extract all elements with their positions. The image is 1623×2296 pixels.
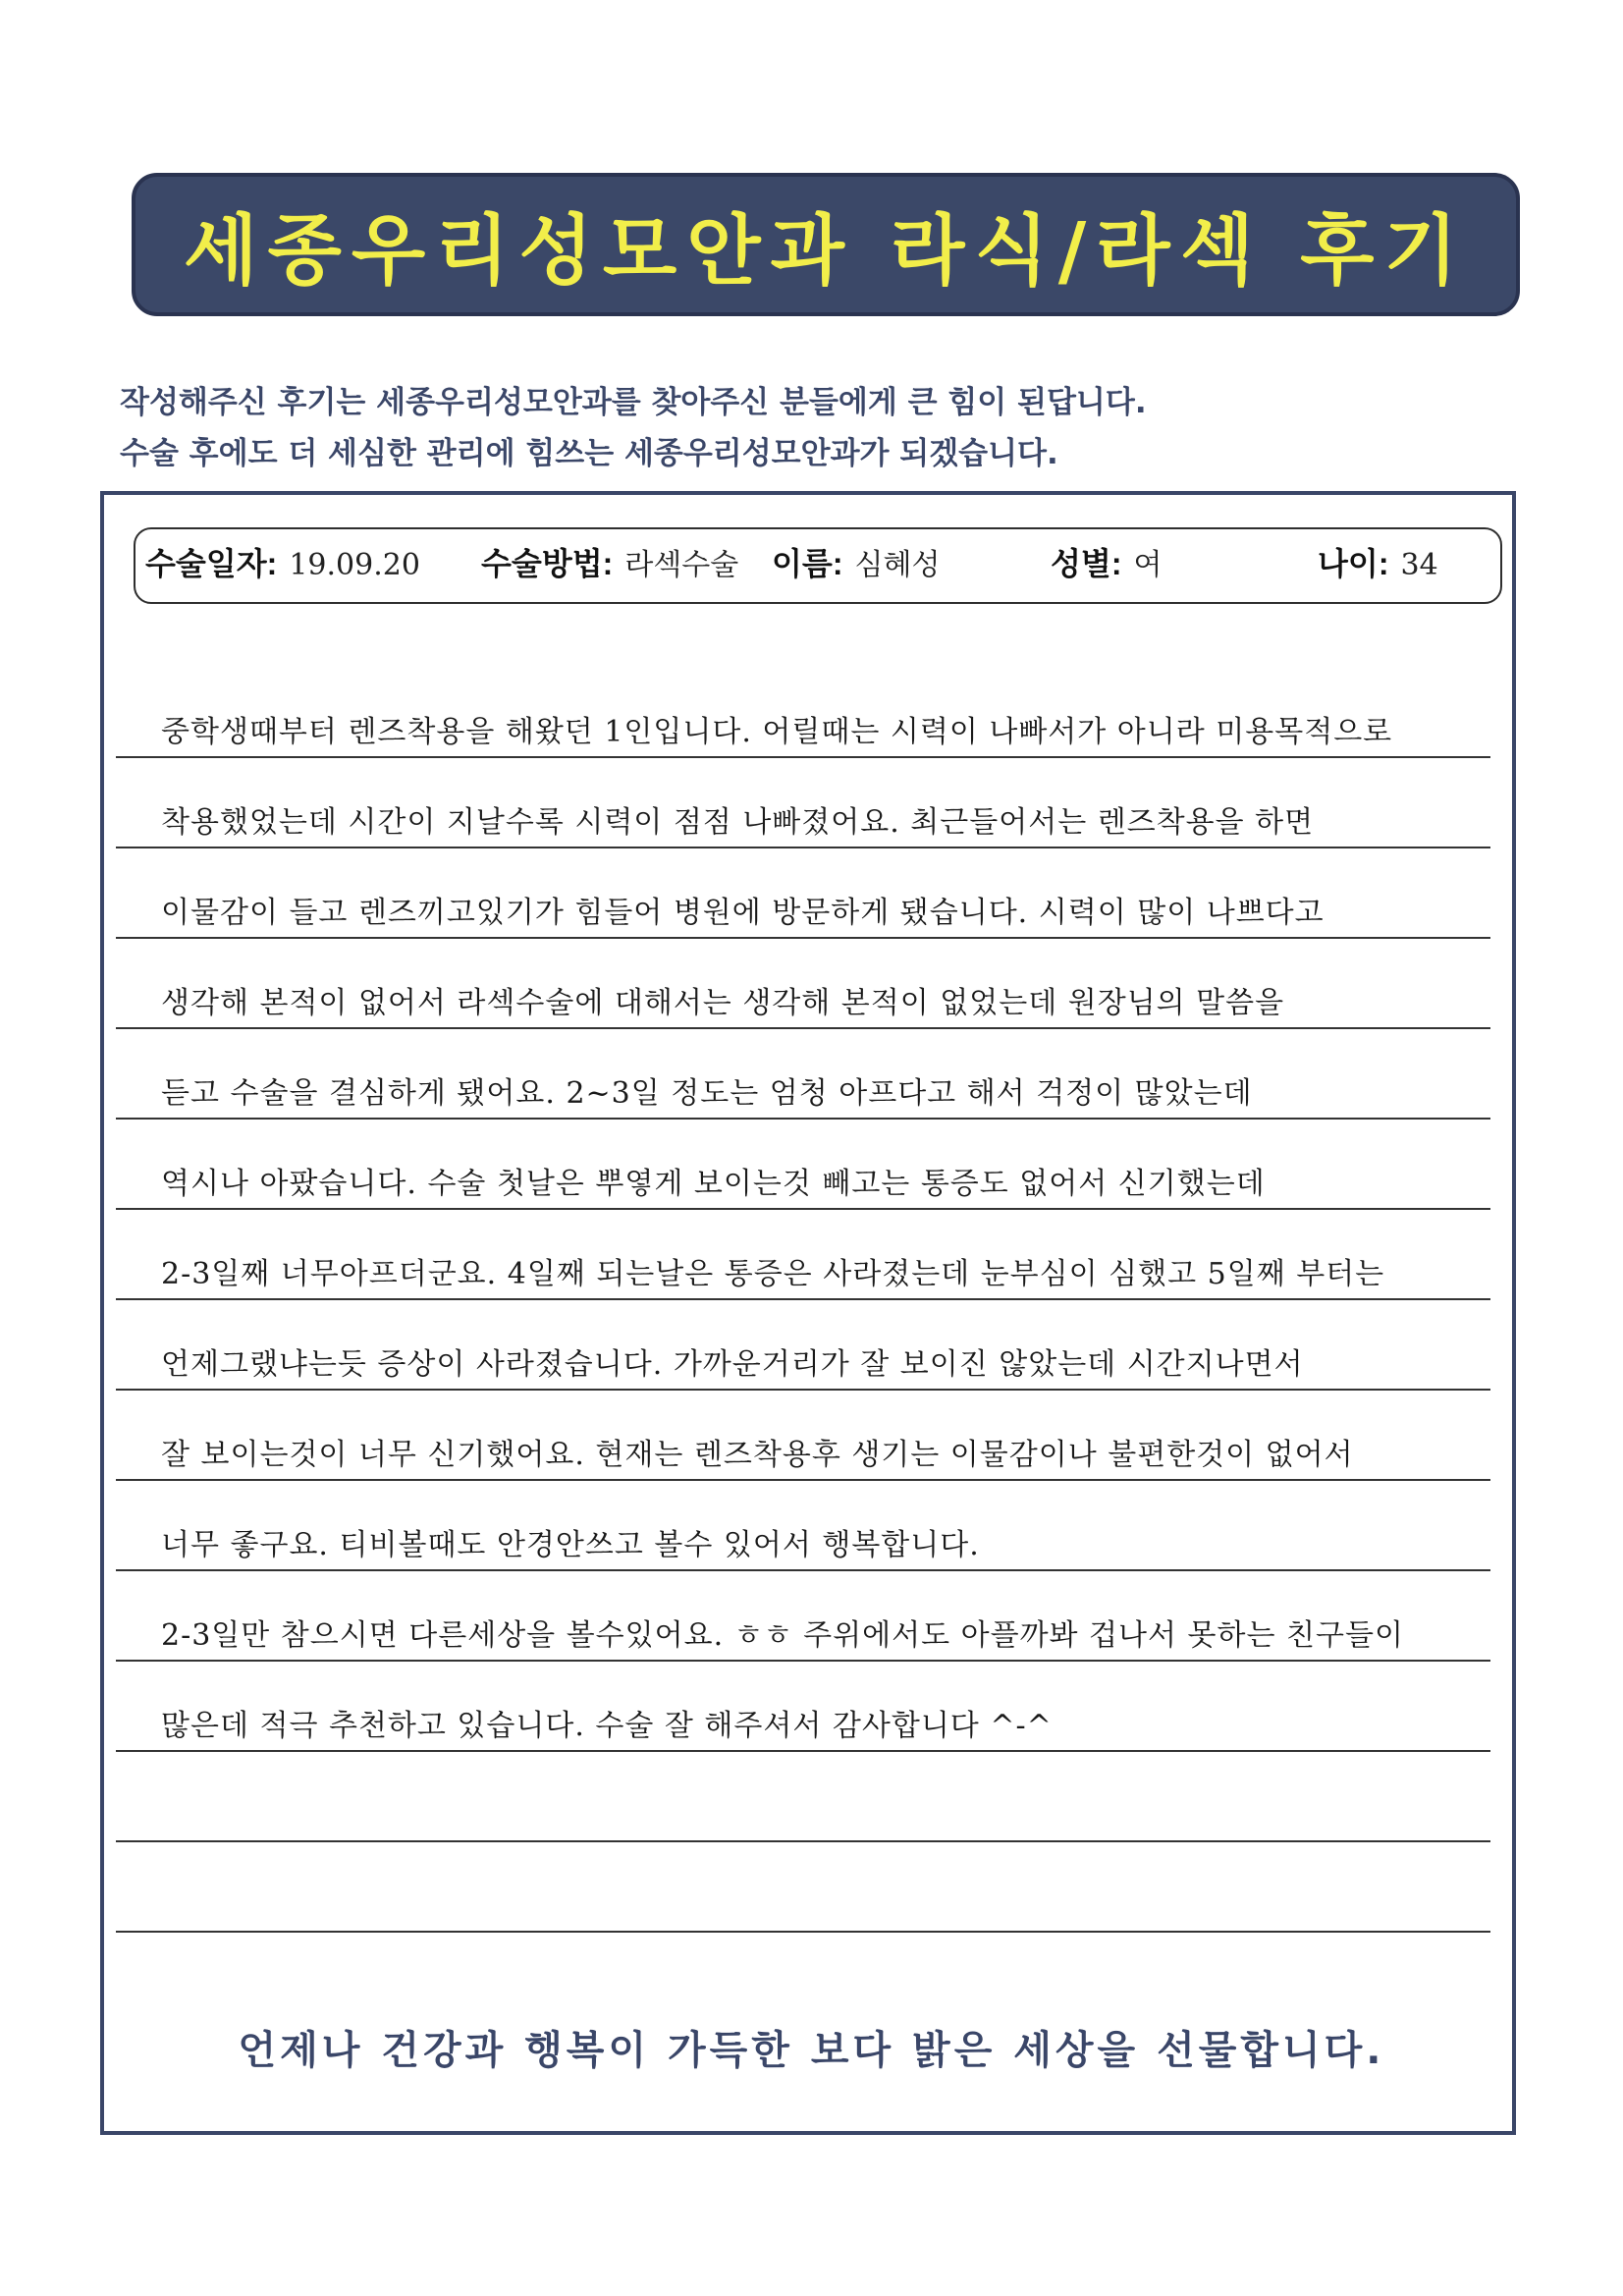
- gender-field: [1051, 539, 1162, 584]
- ruled-line: [116, 1569, 1490, 1571]
- title-banner: [132, 173, 1520, 316]
- ruled-line: [116, 1389, 1490, 1391]
- ruled-line: [116, 1479, 1490, 1481]
- surgery-date-field: [145, 539, 420, 584]
- age-label: 나이:: [1318, 546, 1389, 581]
- ruled-line: [116, 847, 1490, 848]
- surgery-date-label: 수술일자:: [145, 546, 278, 581]
- ruled-line: [116, 1027, 1490, 1029]
- ruled-line: [116, 1840, 1490, 1842]
- review-line: 2-3일째 너무아프더군요. 4일째 되는날은 통증은 사라졌는데 눈부심이 심했고 5일째 부터는: [161, 1257, 1385, 1291]
- ruled-line: [116, 756, 1490, 758]
- patient-name-label: 이름:: [772, 546, 843, 581]
- review-line: 생각해 본적이 없어서 라섹수술에 대해서는 생각해 본적이 없었는데 원장님의 말씀을: [161, 986, 1285, 1020]
- review-line: 역시나 아팠습니다. 수술 첫날은 뿌옇게 보이는것 빼고는 통증도 없어서 신기했는데: [161, 1167, 1266, 1201]
- review-line: 듣고 수술을 결심하게 됐어요. 2~3일 정도는 엄청 아프다고 해서 걱정이 많았는데: [161, 1076, 1253, 1111]
- age-value: 34: [1400, 548, 1438, 582]
- surgery-method-label: 수술방법:: [481, 546, 614, 581]
- intro-line-2: 수술 후에도 더 세심한 관리에 힘쓰는 세종우리성모안과가 되겠습니다.: [120, 436, 1058, 471]
- ruled-line: [116, 1118, 1490, 1120]
- page-title: 세종우리성모안과 라식/라섹 후기: [184, 207, 1468, 296]
- review-line: 많은데 적극 추천하고 있습니다. 수술 잘 해주셔서 감사합니다 ^-^: [161, 1709, 1053, 1743]
- gender-value: 여: [1133, 548, 1163, 582]
- review-line: 착용했었는데 시간이 지날수록 시력이 점점 나빠졌어요. 최근들어서는 렌즈착용을 하면: [161, 805, 1315, 840]
- ruled-line: [116, 1298, 1490, 1300]
- review-line: 언제그랬냐는듯 증상이 사라졌습니다. 가까운거리가 잘 보이진 않았는데 시간지나면서: [161, 1347, 1304, 1382]
- patient-name-field: [772, 539, 940, 584]
- surgery-method-field: [481, 539, 738, 584]
- review-line: 너무 좋구요. 티비볼때도 안경안쓰고 볼수 있어서 행복합니다.: [161, 1528, 980, 1562]
- review-line: 중학생때부터 렌즈착용을 해왔던 1인입니다. 어릴때는 시력이 나빠서가 아니라 미용목적으로: [161, 715, 1393, 749]
- review-line: 2-3일만 참으시면 다른세상을 볼수있어요. ㅎㅎ 주위에서도 아플까봐 겁나서 못하는 친구들이: [161, 1618, 1404, 1653]
- age-field: [1318, 539, 1438, 584]
- surgery-date-value: 19.09.20: [289, 548, 420, 582]
- ruled-line: [116, 1750, 1490, 1752]
- ruled-line: [116, 937, 1490, 939]
- ruled-line: [116, 1931, 1490, 1933]
- ruled-line: [116, 1208, 1490, 1210]
- footer-slogan: 언제나 건강과 행복이 가득한 보다 밝은 세상을 선물합니다.: [238, 2028, 1385, 2073]
- surgery-method-value: 라섹수술: [624, 548, 739, 582]
- patient-name-value: 심혜성: [854, 548, 941, 582]
- ruled-line: [116, 1660, 1490, 1662]
- review-line: 잘 보이는것이 너무 신기했어요. 현재는 렌즈착용후 생기는 이물감이나 불편한것이 없어서: [161, 1438, 1354, 1472]
- gender-label: 성별:: [1051, 546, 1122, 581]
- intro-line-1: 작성해주신 후기는 세종우리성모안과를 찾아주신 분들에게 큰 힘이 된답니다.: [120, 385, 1147, 420]
- review-line: 이물감이 들고 렌즈끼고있기가 힘들어 병원에 방문하게 됐습니다. 시력이 많이 나쁘다고: [161, 896, 1325, 930]
